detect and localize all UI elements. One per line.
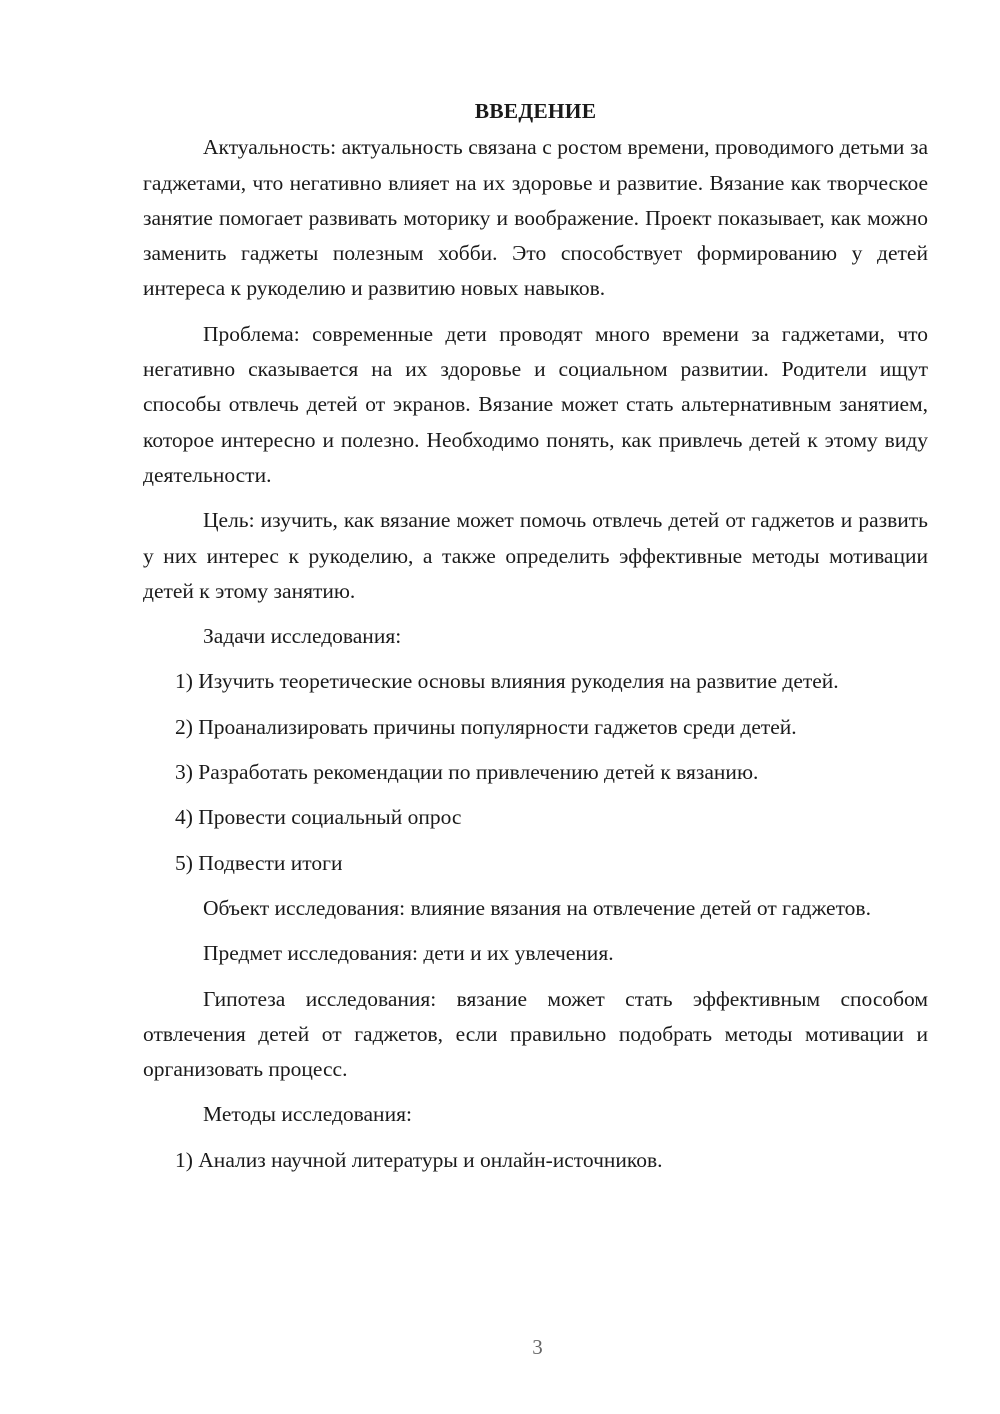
method-item-1: 1) Анализ научной литературы и онлайн-источников. — [175, 1147, 663, 1172]
task-item-2: 2) Проанализировать причины популярности гаджетов среди детей. — [175, 714, 797, 739]
problem-paragraph: Проблема: современные дети проводят много времени за гаджетами, что негативно сказывается на их здоровье и социальном развитии. Родители ищут способы отвлечь детей от экранов. Вязание может стать альтернативным занятием, которое интересно и полезно. Необходимо понять, как привлечь детей к этому виду деятельности. — [143, 321, 928, 487]
hypothesis-paragraph: Гипотеза исследования: вязание может стать эффективным способом отвлечения детей от гаджетов, если правильно подобрать методы мотивации и организовать процесс. — [143, 986, 928, 1082]
task-item-4: 4) Провести социальный опрос — [175, 805, 462, 830]
page-number: 3 — [532, 1335, 543, 1359]
task-item-1: 1) Изучить теоретические основы влияния рукоделия на развитие детей. — [175, 669, 839, 694]
relevance-paragraph: Актуальность: актуальность связана с ростом времени, проводимого детьми за гаджетами, что негативно влияет на их здоровье и развитие. Вязание как творческое занятие помогает развивать моторику и воображение. Проект показывает, как можно заменить гаджеты полезным хобби. Это способствует формированию у детей интереса к рукоделию и развитию новых навыков. — [143, 135, 928, 301]
goal-paragraph: Цель: изучить, как вязание может помочь отвлечь детей от гаджетов и развить у них интерес к рукоделию, а также определить эффективные методы мотивации детей к этому занятию. — [143, 508, 928, 603]
tasks-heading: Задачи исследования: — [203, 624, 402, 649]
section-title: ВВЕДЕНИЕ — [474, 99, 597, 123]
task-item-5: 5) Подвести итоги — [175, 850, 343, 875]
methods-heading: Методы исследования: — [203, 1102, 412, 1127]
task-item-3: 3) Разработать рекомендации по привлечению детей к вязанию. — [175, 760, 759, 785]
page-content — [143, 94, 928, 1188]
object-paragraph: Объект исследования: влияние вязания на отвлечение детей от гаджетов. — [203, 895, 871, 920]
subject-paragraph: Предмет исследования: дети и их увлечения. — [203, 941, 614, 966]
